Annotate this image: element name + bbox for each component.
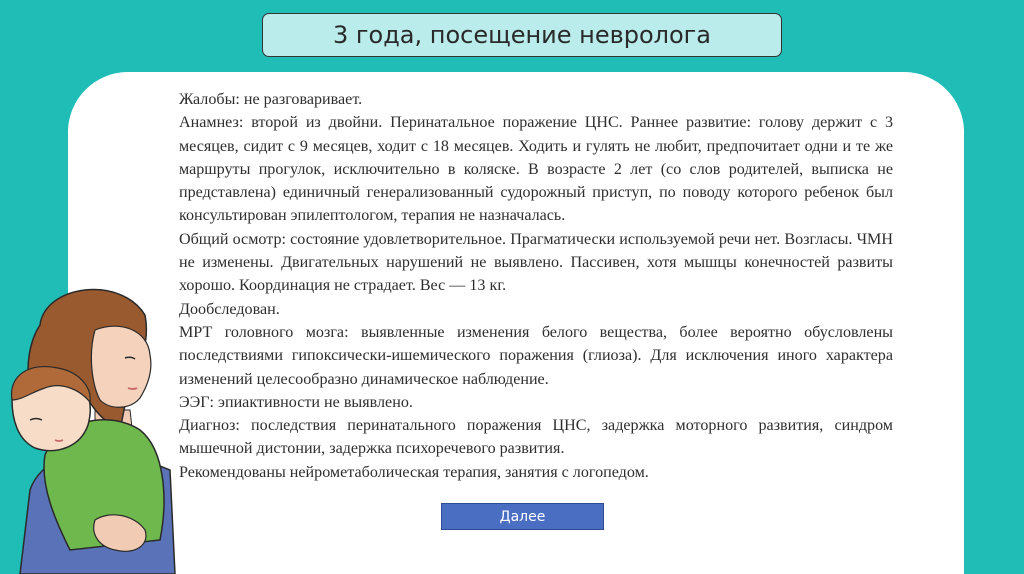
mother-child-illustration: [0, 270, 200, 574]
complaints-paragraph: Жалобы: не разговаривает.: [179, 91, 363, 108]
next-button[interactable]: Далее: [441, 503, 604, 530]
recommendations-paragraph: Рекомендованы нейрометаболическая терапия, занятия с логопедом.: [179, 463, 649, 481]
title-box: [262, 13, 782, 57]
eeg-paragraph: ЭЭГ: эпиактивности не выявлено.: [179, 393, 413, 411]
additional-exam-paragraph: Дообследован.: [179, 300, 280, 318]
mri-paragraph: МРТ головного мозга: выявленные изменения белого вещества, более вероятно обусловлены последствиями гипоксически-ишемического поражения (глиоза). Для исключения иного характера изменений целесообразно динамическое наблюдение.: [179, 323, 893, 388]
case-text: [179, 88, 893, 484]
examination-paragraph: Общий осмотр: состояние удовлетворительное. Прагматически используемой речи нет. Возгласы. ЧМН не изменены. Двигательных нарушений не выявлено. Пассивен, хотя мышцы конечностей развиты хорошо. Координация не страдает. Вес — 13 кг.: [179, 230, 893, 295]
slide-title: 3 года, посещение невролога: [333, 21, 711, 49]
anamnesis-paragraph: Анамнез: второй из двойни. Перинатальное поражение ЦНС. Раннее развитие: голову держит с 3 месяцев, сидит с 9 месяцев, ходит с 18 месяцев. Ходить и гулять не любит, предпочитает одни и те же маршруты прогулок, исключительно в коляске. В возрасте 2 лет (со слов родителей, выписка не представлена) единичный генерализованный судорожный приступ, по поводу которого ребенок был консультирован эпилептологом, терапия не назначалась.: [179, 114, 893, 225]
diagnosis-paragraph: Диагноз: последствия перинатального поражения ЦНС, задержка моторного развития, синдром мышечной дистонии, задержка психоречевого развития.: [179, 417, 893, 458]
